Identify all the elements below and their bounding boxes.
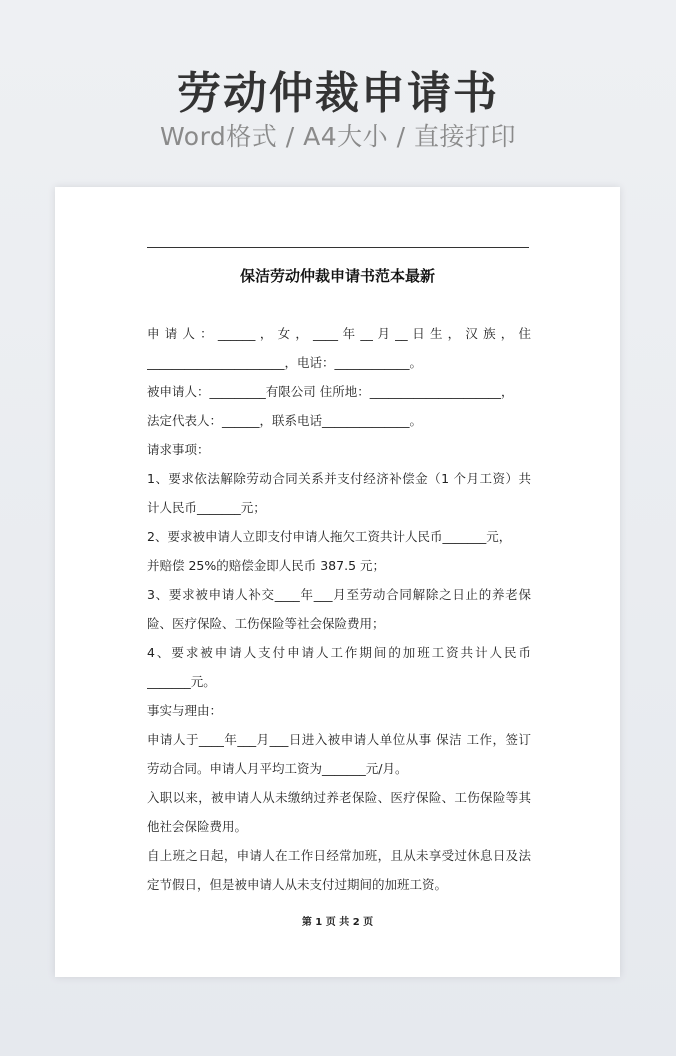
paragraph-line: 定节假日，但是被申请人从未支付过期间的加班工资。 xyxy=(147,877,448,892)
paragraph-line: 计人民币_______元； xyxy=(147,500,266,515)
paragraph-line: 法定代表人：______，联系电话______________。 xyxy=(147,413,423,428)
paragraph-line: 自上班之日起，申请人在工作日经常加班，且从未享受过休息日及法 xyxy=(147,848,531,863)
paragraph-line: 4、要求被申请人支付申请人工作期间的加班工资共计人民币 xyxy=(147,645,531,660)
paragraph-line: 他社会保险费用。 xyxy=(147,819,248,834)
paragraph-line: 3、要求被申请人补交____年___月至劳动合同解除之日止的养老保 xyxy=(147,587,531,602)
paragraph-line: _______元。 xyxy=(147,674,216,689)
paragraph-line: 申请人于____年___月___日进入被申请人单位从事 保洁 工作，签订 xyxy=(147,732,531,747)
paragraph-line: 被申请人：_________有限公司 住所地：_____________________， xyxy=(147,384,514,399)
document-body xyxy=(147,319,531,899)
paragraph-line: 并赔偿 25%的赔偿金即人民币 387.5 元； xyxy=(147,558,385,573)
paragraph-line: 事实与理由： xyxy=(147,703,223,718)
paragraph-line: 申 请 人 ： ______ ， 女 ， ____ 年 __ 月 __ 日 生 ， 汉 族 ， 住 xyxy=(147,326,531,341)
paragraph-line: ______________________，电话：____________。 xyxy=(147,355,423,370)
paragraph-line: 险、医疗保险、工伤保险等社会保险费用； xyxy=(147,616,385,631)
paragraph-line: 2、要求被申请人立即支付申请人拖欠工资共计人民币_______元， xyxy=(147,529,512,544)
banner-title: 劳动仲裁申请书 xyxy=(177,68,499,119)
header-rule xyxy=(147,247,529,248)
page-footer: 第 1 页 共 2 页 xyxy=(301,917,374,928)
paragraph-line: 请求事项： xyxy=(147,442,210,457)
paragraph-line: 入职以来，被申请人从未缴纳过养老保险、医疗保险、工伤保险等其 xyxy=(147,790,531,805)
paragraph-line: 1、要求依法解除劳动合同关系并支付经济补偿金（1 个月工资）共 xyxy=(147,471,531,486)
banner-subtitle: Word格式 / A4大小 / 直接打印 xyxy=(160,122,516,151)
document-page xyxy=(55,187,620,977)
paragraph-line: 劳动合同。申请人月平均工资为_______元/月。 xyxy=(147,761,408,776)
document-title: 保洁劳动仲裁申请书范本最新 xyxy=(239,267,435,285)
